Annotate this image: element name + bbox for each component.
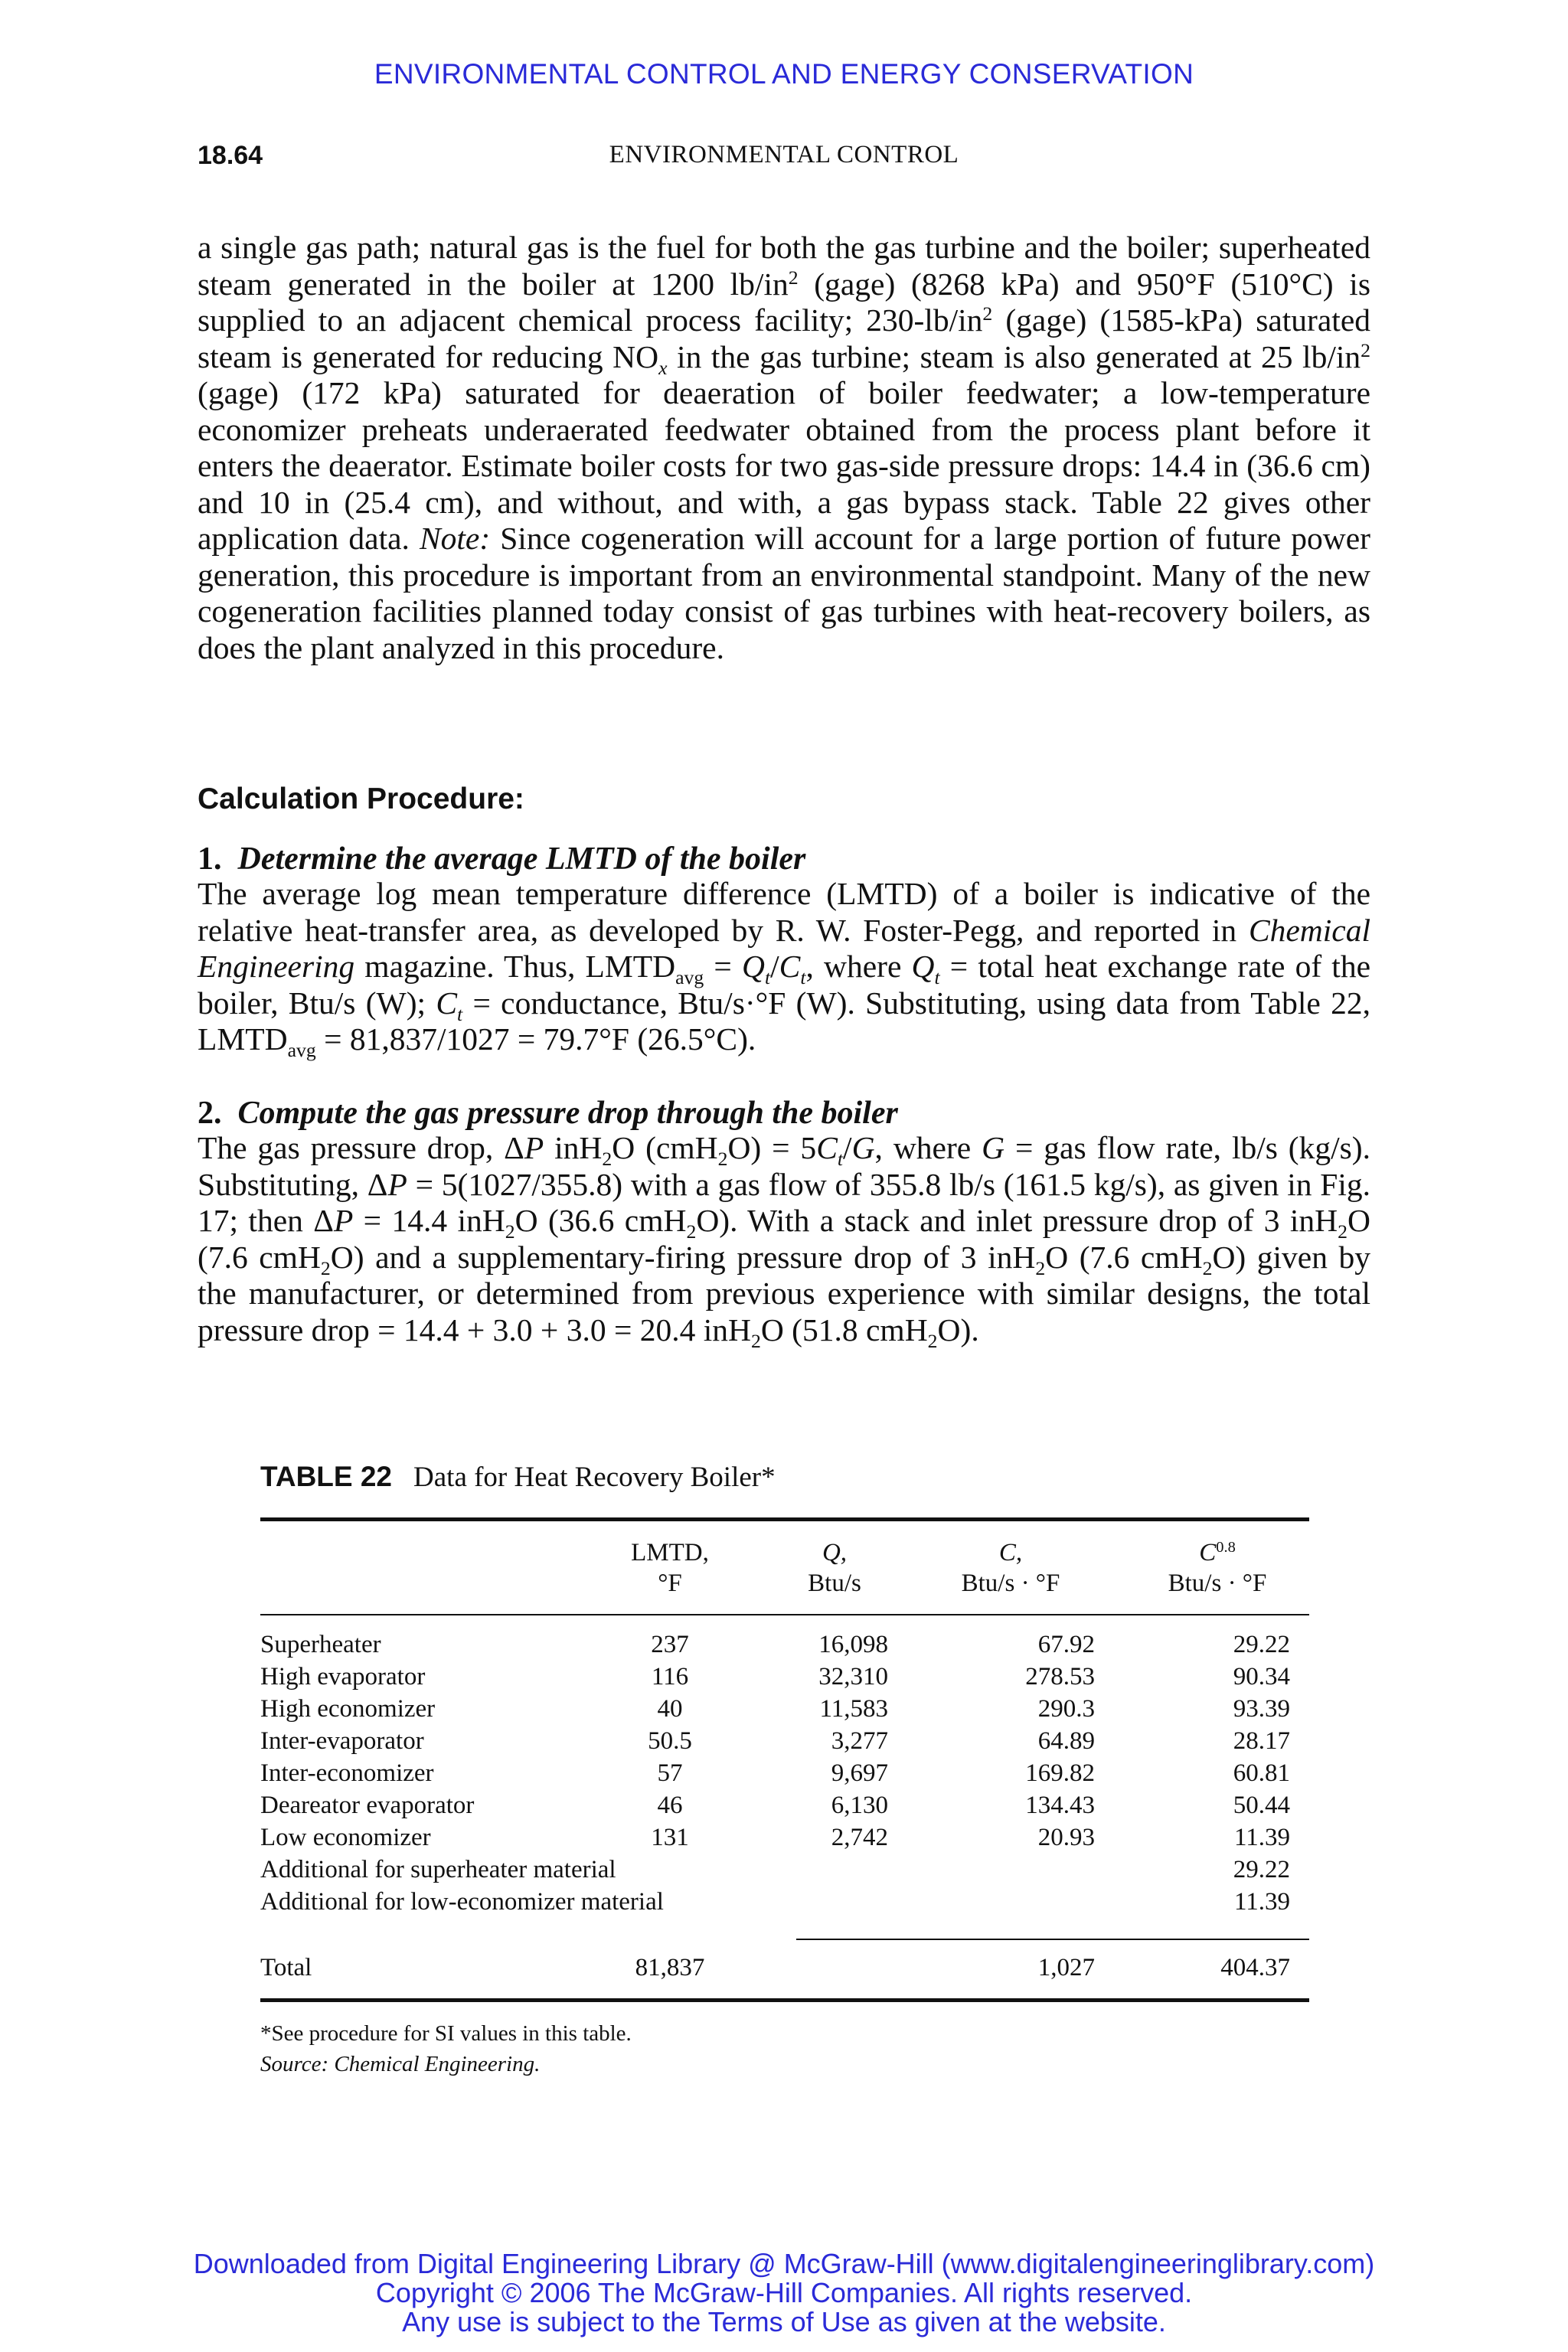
table-row: High evaporator 116 32,310 278.53 90.34 bbox=[260, 1663, 1290, 1690]
step-2-body: The gas pressure drop, ΔP inH$_2$O $(cmH_2O) = 5C_t/G$, where G = gas flow rate, lb/s (kg/s). Substituting, ΔP = 5(1027/355.8) with a gas flow of 355.8 lb/s (161.5 kg/s), as given in Fig. 17; then ΔP = 14.4 inH$_2$O (36.6 cmH$_2$O). With a stack and inlet pressure drop of 3 inH$_2$O (7.6 cmH$_2$O) and a supplementary-firing pressure drop of 3 inH$_2$O (7.6 cmH$_2$O) given by the manufacturer, or determined from previous experience with similar designs, the total pressure drop = 14.4 + 3.0 + 3.0 = 20.4 inH$_2$O (51.8 cmH$_2$O). bbox=[198, 1130, 1371, 1352]
table-total-row: Total 81,837 1,027 404.37 bbox=[260, 1954, 1290, 1981]
step-2-title: 2. Compute the gas pressure drop through the boiler bbox=[198, 1096, 898, 1131]
table-total-rule bbox=[796, 1939, 1309, 1940]
header-c08: $C^{0.8}$ Btu/s · °F bbox=[1168, 1538, 1267, 1597]
step-1-title: 1. Determine the average LMTD of the boiler bbox=[198, 841, 806, 877]
step-1-body: The average log mean temperature difference (LMTD) of a boiler is indicative of the relative heat-transfer area, as developed by R. W. Foster-Pegg, and reported in Chemical Engineering magazine. Thus, $LMTD_{avg} = Q_t/C_t$, where $Q_t$ = total heat exchange rate of the boiler, Btu/s (W); $C_t$ = conductance, Btu/s·°F (W). Substituting, using data from Table 22, $LMTD_{avg} = 81,837/1027 = 79.7^\circ F$ (26.5°C). bbox=[198, 876, 1371, 1061]
table-top-rule bbox=[260, 1517, 1309, 1521]
download-notice-line: Downloaded from Digital Engineering Library @ McGraw-Hill (www.digitalengineeringlibrary.com) bbox=[193, 2248, 1375, 2279]
table-row: Inter-evaporator 50.5 3,277 64.89 28.17 bbox=[260, 1727, 1290, 1755]
table-footnote: *See procedure for SI values in this table. bbox=[260, 2021, 632, 2046]
table-row: High economizer 40 11,583 290.3 93.39 bbox=[260, 1695, 1290, 1723]
table-row: Additional for low-economizer material 11.39 bbox=[260, 1888, 1290, 1916]
terms-line: Any use is subject to the Terms of Use as given at the website. bbox=[402, 2306, 1166, 2337]
table-row: Superheater 237 16,098 67.92 29.22 bbox=[260, 1631, 1290, 1658]
source-banner: ENVIRONMENTAL CONTROL AND ENERGY CONSERVATION bbox=[374, 58, 1194, 90]
intro-paragraph: a single gas path; natural gas is the fuel for both the gas turbine and the boiler; superheated steam generated in the boiler at 1200 $lb/in^2$ (gage) (8268 kPa) and 950°F (510°C) is supplied to an adjacent chemical process facility; $230-lb/in^2$ (gage) (1585-kPa) saturated steam is generated for reducing $NO_x$ in the gas turbine; steam is also generated at 25 $lb/in^2$ (gage) (172 kPa) saturated for deaeration of boiler feedwater; a low-temperature economizer preheats underaerated feedwater obtained from the process plant before it enters the deaerator. Estimate boiler costs for two gas-side pressure drops: 14.4 in (36.6 cm) and 10 in (25.4 cm), and without, and with, a gas bypass stack. Table 22 gives other application data. Note: Since cogeneration will account for a large portion of future power generation, this procedure is important from an environmental standpoint. Many of the new cogeneration facilities planned today consist of gas turbines with heat-recovery boilers, as does the plant analyzed in this procedure. bbox=[198, 230, 1371, 665]
header-q: Q, Btu/s bbox=[808, 1539, 861, 1597]
header-lmtd: LMTD, °F bbox=[631, 1539, 709, 1597]
table-bottom-rule bbox=[260, 1998, 1309, 2002]
table-row: Low economizer 131 2,742 20.93 11.39 bbox=[260, 1824, 1290, 1851]
table-source: Source: Chemical Engineering. bbox=[260, 2052, 541, 2076]
running-head: ENVIRONMENTAL CONTROL bbox=[609, 141, 959, 168]
table-row: Inter-economizer 57 9,697 169.82 60.81 bbox=[260, 1759, 1290, 1787]
table-caption: TABLE 22 Data for Heat Recovery Boiler* bbox=[260, 1461, 776, 1493]
page-number: 18.64 bbox=[198, 141, 263, 170]
header-c: C, Btu/s · °F bbox=[961, 1539, 1060, 1597]
table-row: Deareator evaporator 46 6,130 134.43 50.44 bbox=[260, 1792, 1290, 1819]
copyright-line: Copyright © 2006 The McGraw-Hill Companies. All rights reserved. bbox=[375, 2277, 1193, 2308]
table-row: Additional for superheater material 29.22 bbox=[260, 1856, 1290, 1883]
calculation-procedure-heading: Calculation Procedure: bbox=[198, 782, 524, 815]
table-header-rule bbox=[260, 1614, 1309, 1615]
